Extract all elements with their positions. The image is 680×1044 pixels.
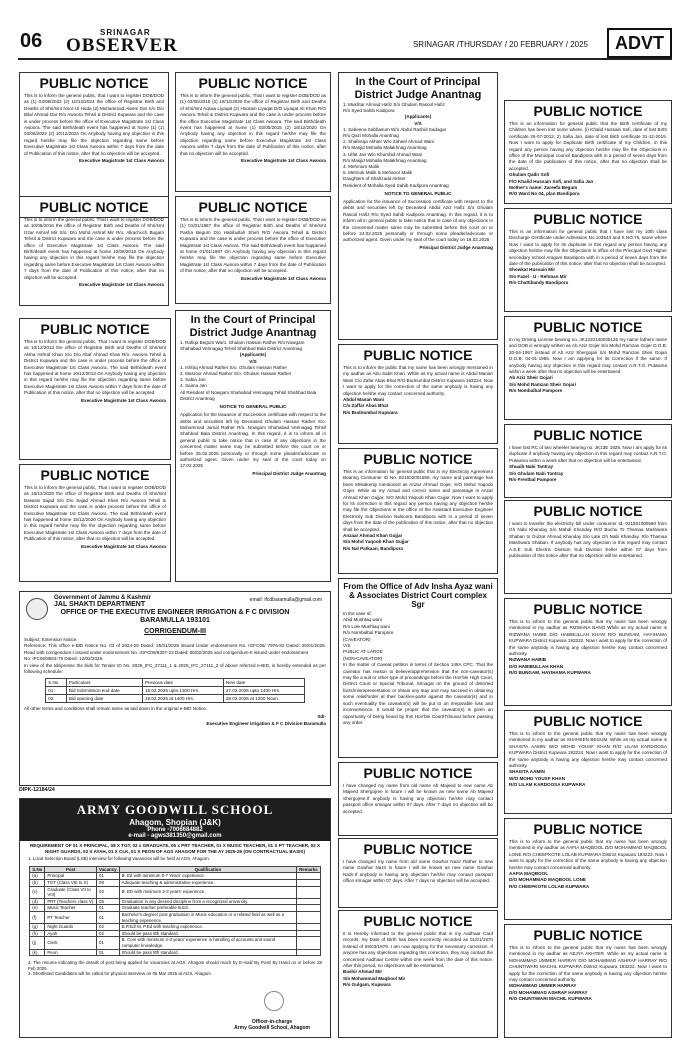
notice-signature: RIZWANA HABIB D/O HABIBULLAH KHAN R/O BUNGAM, HAYIHAMA KUPWARA — [509, 657, 591, 676]
table-header: Vacancy — [97, 866, 120, 873]
notice-title: PUBLIC NOTICE — [533, 319, 643, 335]
court-title: In the Court of Principal District Judge Anantnag — [354, 76, 482, 101]
notice-body: This is to inform the general public, That I want to register DOB/DOD as 15/12/2020 the office of Registrar Birth and Deaths of Shri/smt Basarat Sajad S/o D/o Sajad Ahmad Khan R/o Awoora Tehsil & District Kupwara and the case is under process before the office of Executive Magistrate 1st Class Awoora. The said Birth/death event has happened at home 15/12/2020 On Anybody having any objection in this regard he/she may file the objection regarding same before Executive Magistrate 1st Class Awoora within 7 days from the date of Publication of this notice, after that no objection will be accepted. — [24, 485, 166, 542]
table-cell — [297, 930, 321, 937]
notice-r3 — [504, 316, 672, 420]
table-header-row — [30, 866, 320, 873]
newspaper-logo — [66, 28, 178, 55]
court-party: Resident of Mohalla Syed Sahib Kadipora Anantnag — [343, 182, 449, 188]
notice-title: PUBLIC NOTICE — [533, 211, 643, 227]
table-cell — [297, 924, 321, 931]
court-body: Application for the issuance of Succession certificate with respect to the debts and securities left by Deceased Ghulam Hassan Rather S/o. Mohammad Jamal Rather R/o. Nowgam Shahabad Verinagag Tehsil Shahbad Bala District Anantnag. In this regard, it is to inform all in general public to take notice that in case of any objections in the concerned matter same may be submitted before this court on or before 25.02.2025 personally or through some pleader/advocate or authorized agent. Given under my seal of the court today on 17.02.2025 — [180, 412, 326, 469]
table-row — [30, 898, 320, 905]
signature-mark: Sd/- — [317, 713, 326, 719]
court-title: In the Court of Principal District Judge Anantnag — [189, 314, 317, 339]
notice-body: I want to transfer the electricity bill under consumer Id. 021501000590 from Gh Nabi Khanday S/o Mahdi Khanday R/O Buchu To Thamaa Mashwara Shaban to Gulzar Ahmad Khanday S/o Late Gh Nabi Khanday. R/o Thamaa Mashwara Shaban. If anybody has any objection in this regard may contact A.E.E Sub Electric Division Sub Division Keller within 07 days from publication of this notice after that no objection will be entertained. — [509, 521, 667, 559]
table-header: Qualification — [119, 866, 296, 873]
table-cell: Peon — [45, 949, 97, 956]
notice-title: PUBLIC NOTICE — [39, 75, 149, 91]
notice-m3 — [338, 762, 498, 836]
notice-6 — [19, 464, 171, 582]
notice-body: This is to inform to the general public that my name has been wrongly mentioned in my aadhar as AAFIA MAQBOOL D/O MOHAMMAD MAQBOOL LONE R/O CHEEPKOTE LOLAB KUPWARA District Kupwara 193223. Now I want to apply for the correction of the same anybody is having any objection he/she may contact concerned authority. — [509, 839, 667, 870]
table-header: Previous date — [142, 679, 223, 687]
table-row — [30, 886, 320, 898]
table-cell: Bid Submission end date — [66, 687, 142, 695]
advocate-body: In the case of: Abid Mushtaq wani R/o Lole Mushtaq wani R/o Nombalbal Pampore. (CAVEATOR) V/S PUBLIC AT LARGE (NON-CAVEATOR) In the matter of Caveat petition in terms of Section 148A CPC. That the caveator has reason to believe/apprehension that the non-caveator(s) may file a suit or other type of proceedings before the Hon'ble High Court, District Court or Special Tribunal, Srinagar on the ground of distorted facts/misrepresentation or obtain any stay and may succeed in obtaining some relief/order at their back/ex-parte against the caveator(s) and in such eventuality the caveator(s) will be put to an irreparable loss and inconvenience. It would be proper that the caveator(s) is given an opportunity of being heard by this Hon'ble Court/Tribunal before passing any order. — [343, 611, 493, 725]
notice-body: In my Driving License bearing no. JK1320140035126 my name fathers name and DOB is wrongly written as Ab Aziz Gojer S/o Mohd Ramzan Gojer D.O.B: 20-04-1957 instead of Ab Aziz Shergojari S/o Mohd Ramzan Sheir Gojari D.O.B: 04-01-1955. Now I am applying for its Correction if the same. If anybody having any objection in this regard may contact A.R.T.O. Pulwama within a week after that no objection will be entertained. — [509, 337, 667, 375]
table-cell: B. Ed with minimum 5-7 Years' experience. — [119, 873, 296, 880]
vacancy-table — [29, 866, 320, 956]
notice-body: I have changed my name from old name Ab Majeed to new name Ab Majeed Shergojree in future I will be known as new name Ab Majeed Shergojree.If anybody is having any objection he/she may contact passport office srinagar within 07 days. After 7 days no objection will be accepted. — [343, 783, 493, 814]
notice-body: This is an information for general public that I have lost my 10th class Discharge Certificate under Admission No.103543 and S.NO.76, same where Now I want to apply for its duplicate in this regard any person having any objection he/she may file the Objections in office of the Principal Govt Higher secondary school Aragam Bandipora with in a period of seven days from the date of the publication of this notice, after that no objection shall be accepted. — [509, 229, 667, 267]
table-cell: 01 — [97, 911, 120, 923]
table-cell: PT Teacher — [45, 911, 97, 923]
signatory-office: Army Goodwill School, Ahagom — [234, 1025, 310, 1031]
court-party: R/o Syed Sahib Kadipora — [343, 108, 395, 114]
table-cell: Graduation in any desired discipline from a recognized university. — [119, 898, 296, 905]
notice-r6 — [504, 598, 672, 706]
notice-m5 — [338, 910, 498, 1038]
notice-signature: Executive Magistrate 1st Class Awoora — [80, 397, 166, 403]
table-cell: 01 — [97, 949, 120, 956]
government-emblem-icon — [26, 598, 48, 620]
court-party: 4. Saima Jan — [180, 383, 207, 389]
application-notes: 2. The resume indicating the details of post being applied for vacancies at AGS, Ahagom should reach by E-mail/ By Post/ By Hand on or before 28 Feb 2025. 3. Shortlisted Candidates will be called for physical interview on 05 Mar 2025 at AGS, Ahagom. — [28, 960, 322, 977]
masthead — [18, 26, 672, 60]
court-body: Application for the issuance of Succession certificate with respect to the debts and securities left by Deceased Abdul Aziz Hafiz S/o Ghulam Rasool Hafiz R/o Syed Sahib Kadipora Anantnag. In this regard, it is to inform all in general public to take notice that in case of any objections in the concerned matter same may be submitted before this court on or before 24.02.2025 personally or through some pleader/advocate or authorized agent. Given under my seal of the court today on 18.02.2025 — [343, 199, 493, 243]
advocate-title: From the Office of Adv Insha Ayaz wani & Associates District Court complex Sgr — [343, 582, 493, 609]
table-cell — [297, 873, 321, 880]
notice-signature: MOHAMMAD UMMER HARRAY D/O MOHAMMAD ASHRAF HARRAY R/O CHUNTIWARI MACHIL KUPWARA — [509, 983, 592, 1002]
notice-signature: Showkat Hussain Mir S/o Fazel - U - Rehman Mir R/o Chattibandy Bandipora — [509, 267, 569, 286]
page-number: 06 — [20, 30, 43, 52]
notice-body: This is to inform the general public, that I want to register DOB/DOD as (1) 03/06/2022 (2) 10/12/2024 the office of Registrar Birth and Deaths of Shri/smt Noor-Ul Huda (2) Mohammad Aleem Dar S/o D/o Bilal Ahmad Dar R/o Awoora Tehsil & District Kupwara and the case is under process before the office of Executive Magistrate 1st Class Awoora. The said Birth/death event has happened at home (1) (1) 03/06/2022 (2) 10/12/2024 On Anybody having any objection in this regard he/she may file the objection regarding same before Executive Magistrate 1st Class Awoora within 7 days from the date of Publication of this notice, after that no objection will be accepted. — [24, 93, 164, 156]
notice-title: PUBLIC NOTICE — [40, 321, 150, 337]
notice-r5 — [504, 500, 672, 594]
notice-signature: Executive Magistrate 1st Class Awoora — [240, 158, 326, 164]
notice-r2 — [504, 208, 672, 312]
table-row — [30, 905, 320, 912]
notice-body: This is to inform to the general public that my name has been wrongly mentioned in my aadhar as AEJYA AKHTER. While as my actual name is MOHAMMAD UMMER HARRAY D/O MOHAMMAD ASHRAF HARRAY R/O CHUNTIWARI MACHIL KUPWARA District Kupwara 193222. Now I want to apply for the correction of the same anybody is having any objection he/she may contact concerned authority. — [509, 945, 667, 983]
table-cell: 19.02.2025 at 1400 Hrs. — [142, 695, 223, 703]
table-cell: 02 — [97, 886, 120, 898]
notice-body: This is to inform the general public, That I want to register DOB/DOD as 10/08/2016 the office of Registrar Birth and Deaths of Shri/smt Izzar Ashraf Mir S/o. D/o Mohd Ashraf Mir R/o. Alkachuch Bugam Tehsil & District Kupwara and the case is under process before the office of Executive Magistrate 1st Class Awoora. The said Birth/death event has happened at home 10/08/2016 On Anybody having any objection in this regard he/she may file the objection regarding same before Executive Magistrate 1st Class Awoora within 7 days from the date of Publication of this notice, after that no objection will be accepted. — [24, 217, 164, 280]
notice-r7 — [504, 710, 672, 814]
court-subtitle: NOTICE TO GENERAL PUBLIC — [219, 404, 287, 410]
table-row — [30, 924, 320, 931]
court-notice-2 — [338, 72, 498, 340]
table-cell: (b) — [30, 879, 45, 886]
notice-3 — [19, 196, 169, 306]
notice-r9 — [504, 924, 672, 1038]
notice-m2 — [338, 448, 498, 574]
office-location: BARAMULLA 193101 — [140, 617, 210, 624]
court-party: 2. Masroor Ahmad Rather S/o. Ghulam Hassan Rather — [180, 371, 292, 377]
notice-signature: Executive Magistrate 1st Class Awoora — [80, 543, 166, 549]
table-cell — [297, 898, 321, 905]
court-party: All Resident of Nowgam Shahabad Verinagag Tehsil Shahbad Bala District Anantnag — [180, 389, 317, 401]
table-cell: B.P.Ed/ M. P.Ed with teaching experience. — [119, 924, 296, 931]
notice-title: PUBLIC NOTICE — [533, 821, 643, 837]
school-name: ARMY GOODWILL SCHOOL — [76, 802, 274, 817]
court-party: 1. Ishfaq Ahmad Rather S/o. Ghulam Hassan Rather — [180, 364, 287, 370]
table-cell: 02 — [97, 924, 120, 931]
notice-m1 — [338, 344, 498, 444]
corrigendum-footer: All other terms and conditions shall remain same as laid down in the original e-BID Notice. — [24, 706, 208, 712]
notice-m4 — [338, 838, 498, 908]
table-row — [30, 949, 320, 956]
requirement-headline: REQUIREMENT OF 01 X PRINCIPAL, 08 X TGT, 02 x GRADUATE, 05 x PRT TEACHER, 01 X MUSIC TEACHER, 01 X PT TEACHER, 02 X NIGHT GUARDS, 02 X AYAH, 01 X CLK, 01 X PEON OF AGS AHAGOM FOR THE AY 2025-26 (ON CONTRACTUAL BASIS) — [29, 843, 321, 854]
notice-signature: Executive Magistrate 1st Class Awoora — [78, 158, 164, 164]
notice-body: This is to inform the general public, That I want to register DOB/DOD as (1) 03/05/2015 (2) 18/12/2020 the office of Registrar Birth and Deaths of Shri/smt Aqsaa Liyaqat (2) Hoorain Liyaqat D/O Liyaqat Ali Khan R/O Awoora Tehsil & District Kupwara and the case is under process before the office Executive Magistrate 1st Class Awoora. The said Birth/death event has happened at home (1) 03/05/2015 (2) 18/12/2020 On Anybody having any objection in this regard he/she may file the objection regarding same before Executive Magistrate 1st Class Awoora within 7 days from the date of Publication of this notice, after that no objection will be accepted. — [180, 93, 326, 156]
table-row — [30, 873, 320, 880]
table-cell: B. ED with minimum 2-3 years' experience. — [119, 886, 296, 898]
school-address: Ahagom, Shopian (J&K) — [129, 818, 221, 827]
table-cell — [297, 886, 321, 898]
court-party: 4. Mehmum Malik — [343, 164, 380, 170]
table-row — [30, 930, 320, 937]
table-row — [30, 937, 320, 949]
table-cell: Principal — [45, 873, 97, 880]
corrigendum-title: CORRIGENDUM-III — [144, 628, 206, 635]
table-cell: Graduate teacher preferable B.Ed. — [119, 905, 296, 912]
notice-signature: Executive Magistrate 1st Class Awoora — [240, 275, 326, 281]
notice-title: PUBLIC NOTICE — [533, 427, 643, 443]
court-party: V/S — [249, 358, 257, 364]
notice-body: I have changed my name from old name Gowhar Nazir Rather to new name Gowhar Nazir in future I will be known as new name Gowhar Nazir.If anybody is having any objection he/she may contact passport office srinagar within 07 days. After 7 days no objection will be accepted. — [343, 859, 493, 884]
notice-title: PUBLIC NOTICE — [533, 601, 643, 617]
notice-signature: Executive Magistrate 1st Class Awoora — [78, 282, 164, 288]
notice-title: PUBLIC NOTICE — [533, 103, 643, 119]
table-cell: 28.02.2025 at 1200 Noon. — [223, 695, 304, 703]
court-party: Daughters of Shahzada Akhter — [343, 176, 406, 182]
school-banner — [20, 799, 330, 841]
table-header: Post — [45, 866, 97, 873]
notice-title: PUBLIC NOTICE — [533, 713, 643, 729]
table-cell: (d) — [30, 898, 45, 905]
table-cell — [297, 879, 321, 886]
table-header: S.No — [46, 679, 67, 687]
table-cell: Should be pass 8th standard. — [119, 930, 296, 937]
table-cell — [297, 937, 321, 949]
notice-signature: Shuaib Nabi Tantray S/o Ghulam Nabi Tantray R/o Frestbal Pampore — [509, 464, 564, 483]
table-cell: Ayah — [45, 930, 97, 937]
notice-signature: SHAISTA AAMIN W/O MOHD YOUSF KHAN R/O LILAM KARDOOSA KUPWARA — [509, 769, 586, 788]
table-cell: TGT (Class VIII to X) — [45, 879, 97, 886]
notice-title: PUBLIC NOTICE — [363, 451, 473, 467]
school-phone: Phone -7006684882 — [147, 827, 203, 833]
notice-r1 — [504, 100, 672, 204]
corrigendum-body: Subject: Extension Notice. Reference: This office e-BID Notice No. 03 of 2024-25 Dated: 25/01/2025 issued Under endorsement No. IGFC06/ 7976-92 Dated: 25/01/2025. Read with corrigendum-I issued under endorsement No. IGFC06/8307-23 Dated: 05/02/2025 and corrigendum-II issued under endorsement No: IFC06/8563-79 Dated: 12/02/2025. In view of the Idiripresse the bids for Tender ID No. 2025_IFC_27111_1 & 2025_IFC_27111_3 of above referred e-BID, is hereby extended as per following schedule: — [24, 637, 326, 675]
court-party: (Applicants) — [239, 352, 267, 358]
table-row — [46, 695, 305, 703]
table-row — [30, 879, 320, 886]
table-header: Particulars — [66, 679, 142, 687]
court-party: 3. Ulfat Jan W/o Khurshid Ahmad Wani — [343, 151, 423, 157]
schedule-table — [45, 678, 305, 703]
army-school-advert — [19, 798, 331, 1038]
notice-signature: Ab Aziz Sheir Gojari S/o Mohd Ramzan Sheir Gojari R/o Nombalbal Pampore — [509, 375, 576, 394]
table-cell: 27.02.2025 upto 1400 Hrs. — [223, 687, 304, 695]
court-party: 3. Sabia Jan — [180, 377, 206, 383]
table-cell: 01 — [97, 937, 120, 949]
notice-title: PUBLIC NOTICE — [533, 927, 643, 943]
requirement-subline: 1. Local Selection Board (LSB) interview for following vacancies will be held at AGS, Ahagom. — [28, 856, 210, 862]
section-label: ADVT — [607, 28, 672, 58]
logo-city: SRINAGAR — [100, 28, 151, 37]
signatory-title: Officer-in-charge — [251, 1019, 293, 1025]
notice-r8 — [504, 818, 672, 920]
court-party: 1. Mukhtar Ahmad Hafiz S/o Ghulam Rasool Hafiz — [343, 102, 445, 107]
table-cell — [297, 949, 321, 956]
court-signature: Principal District Judge Anantnag — [252, 470, 326, 476]
department-email: email: ifcdbaramulla@gmail.com — [249, 597, 322, 603]
department-name: JAL SHAKTI DEPARTMENT — [54, 601, 146, 608]
table-cell: (g) — [30, 924, 45, 931]
notice-title: PUBLIC NOTICE — [363, 841, 473, 857]
table-cell: Bid opening date — [66, 695, 142, 703]
notice-signature: AAFIA MAQBOOL D/O MOHAMMAD MAQBOOL LONE R/O CHEEPKOTE LOLAB KUPWARA — [509, 871, 590, 889]
notice-body: This is to inform to the general public that my name has been wrongly mentioned in my aadhar as SHAHEEN BEGUM. While as my actual name is SHAISTA AAMIN W/O MOHD YOUSF KHAN R/O LILAM KARDOOSA KUPWARA District Kupwara 193224. Now I want to apply for the correction of the same anybody is having any objection he/she may contact concerned authority. — [509, 731, 667, 769]
court-party: (Applicants) — [404, 114, 432, 120]
table-cell: Should be pass 8th standard. — [119, 949, 296, 956]
table-cell: 18.02.2025 upto 1300 Hrs. — [142, 687, 223, 695]
table-cell: 02 — [97, 930, 120, 937]
table-cell: 05 — [97, 898, 120, 905]
table-cell — [297, 905, 321, 912]
notice-body: This is to inform to the general public that my name has been wrongly mentioned in my aadhar as RIZWANA BANO While as my actual name is RIZWANA HABIB D/O HABIBULLAH KHAN R/O BUNGAM, HAYIHAMA KUPWARA District Kupwara 193222. Now I want to apply for the correction of the same anybody is having any objection he/she may contact concerned authority. — [509, 619, 667, 657]
table-cell: PRT (Teachers class V) — [45, 898, 97, 905]
notice-signature: Anzaar Ahmad Khan Gujjar S/o Mohd Yaqoob Khan Gujjar R/o Nal Patkaan, Bandipora — [343, 533, 409, 551]
court-party: 5. Mehnuk Malik & Mehaoor Malik — [343, 170, 413, 176]
table-header: S.No — [30, 866, 45, 873]
notice-body: This is an information for general public that in my Electricity Agreement Bearing Consumer ID No. 021502001558, my name and parentage has been Mistakenly mentioned as Anzar Ahmad Gojer, S/O Mohd Yaqoob Gojer. While as my Actual and correct name and parentage is Anzar Ahmad Khan Gujjar, S/O Mohd Yaqoob Khan Gujjar. Now I want to apply for its correction in this regard any person having any objection he/she may file the Objections in the office of the Assistant Executive Engineer Electricity Sub Division Nalsoora Bandipora with in a period of seven days from the date of the publication of this notice, after that no objection shall be accepted. — [343, 469, 493, 532]
notice-signature: Ghulam Qadir Sofi F/O Khalid Hussain Sofi, and Safia Jan Mother's name: Zareefa Begum R/O Ward No 04, plan Bandipora — [509, 172, 594, 197]
court-party: R/o Masjid Mohalla Malakhnag Anantnag — [343, 145, 427, 151]
table-cell: B. Com with minimum 2-3 years' experience in handling of accounts and sound computer knowledge. — [119, 937, 296, 949]
table-cell: 01 — [97, 905, 120, 912]
notice-title: PUBLIC NOTICE — [533, 503, 643, 519]
notice-title: PUBLIC NOTICE — [363, 347, 473, 363]
notice-title: PUBLIC NOTICE — [363, 765, 473, 781]
official-stamp-icon — [264, 991, 284, 1011]
table-cell — [297, 911, 321, 923]
table-cell: Adequate teaching & administrative experience. — [119, 879, 296, 886]
court-party: 1. Sabeena Sabbasum W/o Abdul Rashid Sadagar — [343, 126, 447, 132]
notice-4 — [175, 196, 331, 304]
table-cell: (h) — [30, 930, 45, 937]
notice-2 — [175, 72, 331, 192]
court-party: R/o Masjid Mohalla Malakhnag Anantnag — [343, 157, 427, 163]
notice-title: PUBLIC NOTICE — [40, 467, 150, 483]
notice-5 — [19, 318, 171, 460]
court-party: 2. Shafeeqa Akhter W/o Zaheel Ahmad Wani — [343, 139, 434, 145]
court-notice-1 — [175, 310, 331, 582]
table-cell: Bachelor's degree/ post graduation in Music education or a related field as well as a teaching experience. — [119, 911, 296, 923]
notice-signature: Abdul Manan Wani C/o Zaffar Abas Bhat R/o Budnumbal Kupwara — [343, 397, 398, 415]
office-name: OFFICE OF THE EXECUTIVE ENGINEER IRRIGATION & F C DIVISION — [60, 609, 290, 616]
table-header: New date — [223, 679, 304, 687]
school-signature — [234, 1019, 310, 1031]
jal-shakti-corrigendum — [19, 591, 331, 786]
gov-line: Government of Jammu & Kashmir — [54, 595, 152, 601]
table-header-row — [46, 679, 305, 687]
table-cell: 02. — [46, 695, 67, 703]
table-cell: 08 — [97, 879, 120, 886]
notice-body: This is to inform the general public, That I want to register DOB/DOD as 10/12/2013 the office of Registrar Birth and Deaths of Shri/smt Alsha Ashraf Khan S/o D/o Altaf Ahmad Khan R/o. Awoora Tehsil & District Kupwara and the case is under process before the office of Executive Magistrate 1st Class Awoora. The said Birth/death event has happened at home 10/12/2013 On Anybody having any objection in this regard he/she may file the objection regarding same before Executive Magistrate 1st Class Awoora within 7 days from the date of Publication of this notice, after that no objection will be accepted. — [24, 339, 166, 396]
notice-title: PUBLIC NOTICE — [198, 199, 308, 215]
notice-body: This is to inform the public that my name has been wrongly mentioned in my aadhar as Abu Sabit Khan. While as my actual name is Abdul Manan Wani C/o Zafar Abas Bhat R/O Budnumbal District Kupwara 193224. Now I want to apply for the correction of the same anybody is having any objection he/she may contact concerned authority. — [343, 365, 493, 396]
table-cell: (j) — [30, 937, 45, 949]
court-party: V/S — [414, 120, 422, 126]
court-subtitle: NOTICE TO GENERAL PUBLIC — [384, 190, 452, 196]
table-cell: 01. — [46, 687, 67, 695]
table-row — [46, 687, 305, 695]
advocate-notice — [338, 578, 498, 758]
table-cell: Clerk — [45, 937, 97, 949]
notice-body: This is an information for general public that the Birth certificate of my Children has been lost some where. (i) Khalid Hussain Sofi, date of lost Birth certificate 26-07-2012, 2) Safia Jan, date of lost Birth certificate 31-12-2015. Now I want to apply for Duplicate Birth certificate of my Children, in this regard any person having any objection he/she may file the Objections in office of the Municipal council Bandipora with in a period of seven days from the date of the publication of this notice, after that no objection shall be accepted. — [509, 121, 667, 171]
table-cell: (c) — [30, 886, 45, 898]
table-cell: (f) — [30, 911, 45, 923]
table-cell: (a) — [30, 873, 45, 880]
court-party: R/o Qazi Mohalla Anantnag — [343, 133, 399, 139]
logo-name: OBSERVER — [66, 35, 178, 56]
notice-body: This is to inform the general public, That I want to register DOB/DOD as (1) 01/01/1987 the office of Registrar Birth and Deaths of Shri/smt Pasha Begum D/o Habibullah Sheh R/O Awoora Tehsil & District Kupwara and the case is under process before the office of Executive Magistrate 1st Class Awoora. The said Birth/death event has happened at home 01/01/1987 On Anybody having any objection in this regard he/she may file the objection regarding same before Executive Magistrate 1st Class Awoora within 7 days from the date of Publication of this notice, after that no objection will be accepted. — [180, 217, 326, 274]
table-cell: (k) — [30, 949, 45, 956]
table-header: Remarks — [297, 866, 321, 873]
table-cell: 01 — [97, 873, 120, 880]
table-cell: Music Teacher — [45, 905, 97, 912]
table-cell: Graduate (Class VII to VIII) — [45, 886, 97, 898]
notice-title: PUBLIC NOTICE — [39, 199, 149, 215]
notice-body: I have lost RC of two wheeler bearing no. JK13E 1928. Now I am apply for its duplicate if anybody having any objection in this regard may contact A.R.T.O. Pulwama within a week after that no objection will be entertained. — [509, 445, 667, 463]
school-email: e-mail - agws381350@gmail.com — [128, 833, 222, 839]
table-cell: Night Guards — [45, 924, 97, 931]
court-party: 1. Rafiqa Begum Wa/o. Ghulam Hassan Rather R/o Nowgam Shahabad Verinagag Tehsil Shahbad Bala District Anantnag — [180, 340, 305, 352]
table-cell: (e) — [30, 905, 45, 912]
dipk-number: DIPK-12184/24 — [19, 787, 55, 793]
notice-body: It is Hereby informed to the general public that in my Aadhaar Card records, my Date of Birth has been incorrectly recorded as 01/01/1970 instead of 05/03/1978. I am now applying for the necessary correction. If anyone has any objections regarding this correction, they may contact the concerned Aadhaar Centre within one week from the date of this notice. After this period, no objections will be entertained. — [343, 931, 493, 969]
notice-title: PUBLIC NOTICE — [363, 913, 473, 929]
notice-title: PUBLIC NOTICE — [198, 75, 308, 91]
court-signature: Principal District Judge Anantnag — [419, 244, 493, 250]
dateline: SRINAGAR /THURSDAY / 20 FEBRUARY / 2025 — [412, 40, 588, 49]
corrigendum-signature: Executive Engineer Irrigation & F C Division Baramulla — [206, 721, 326, 727]
notice-signature: Bashir Ahmad Mir S/o Mohammad Maqbool Mir R/o Gulgam, Kupwara — [343, 969, 406, 988]
notice-r4 — [504, 424, 672, 498]
table-row — [30, 911, 320, 923]
